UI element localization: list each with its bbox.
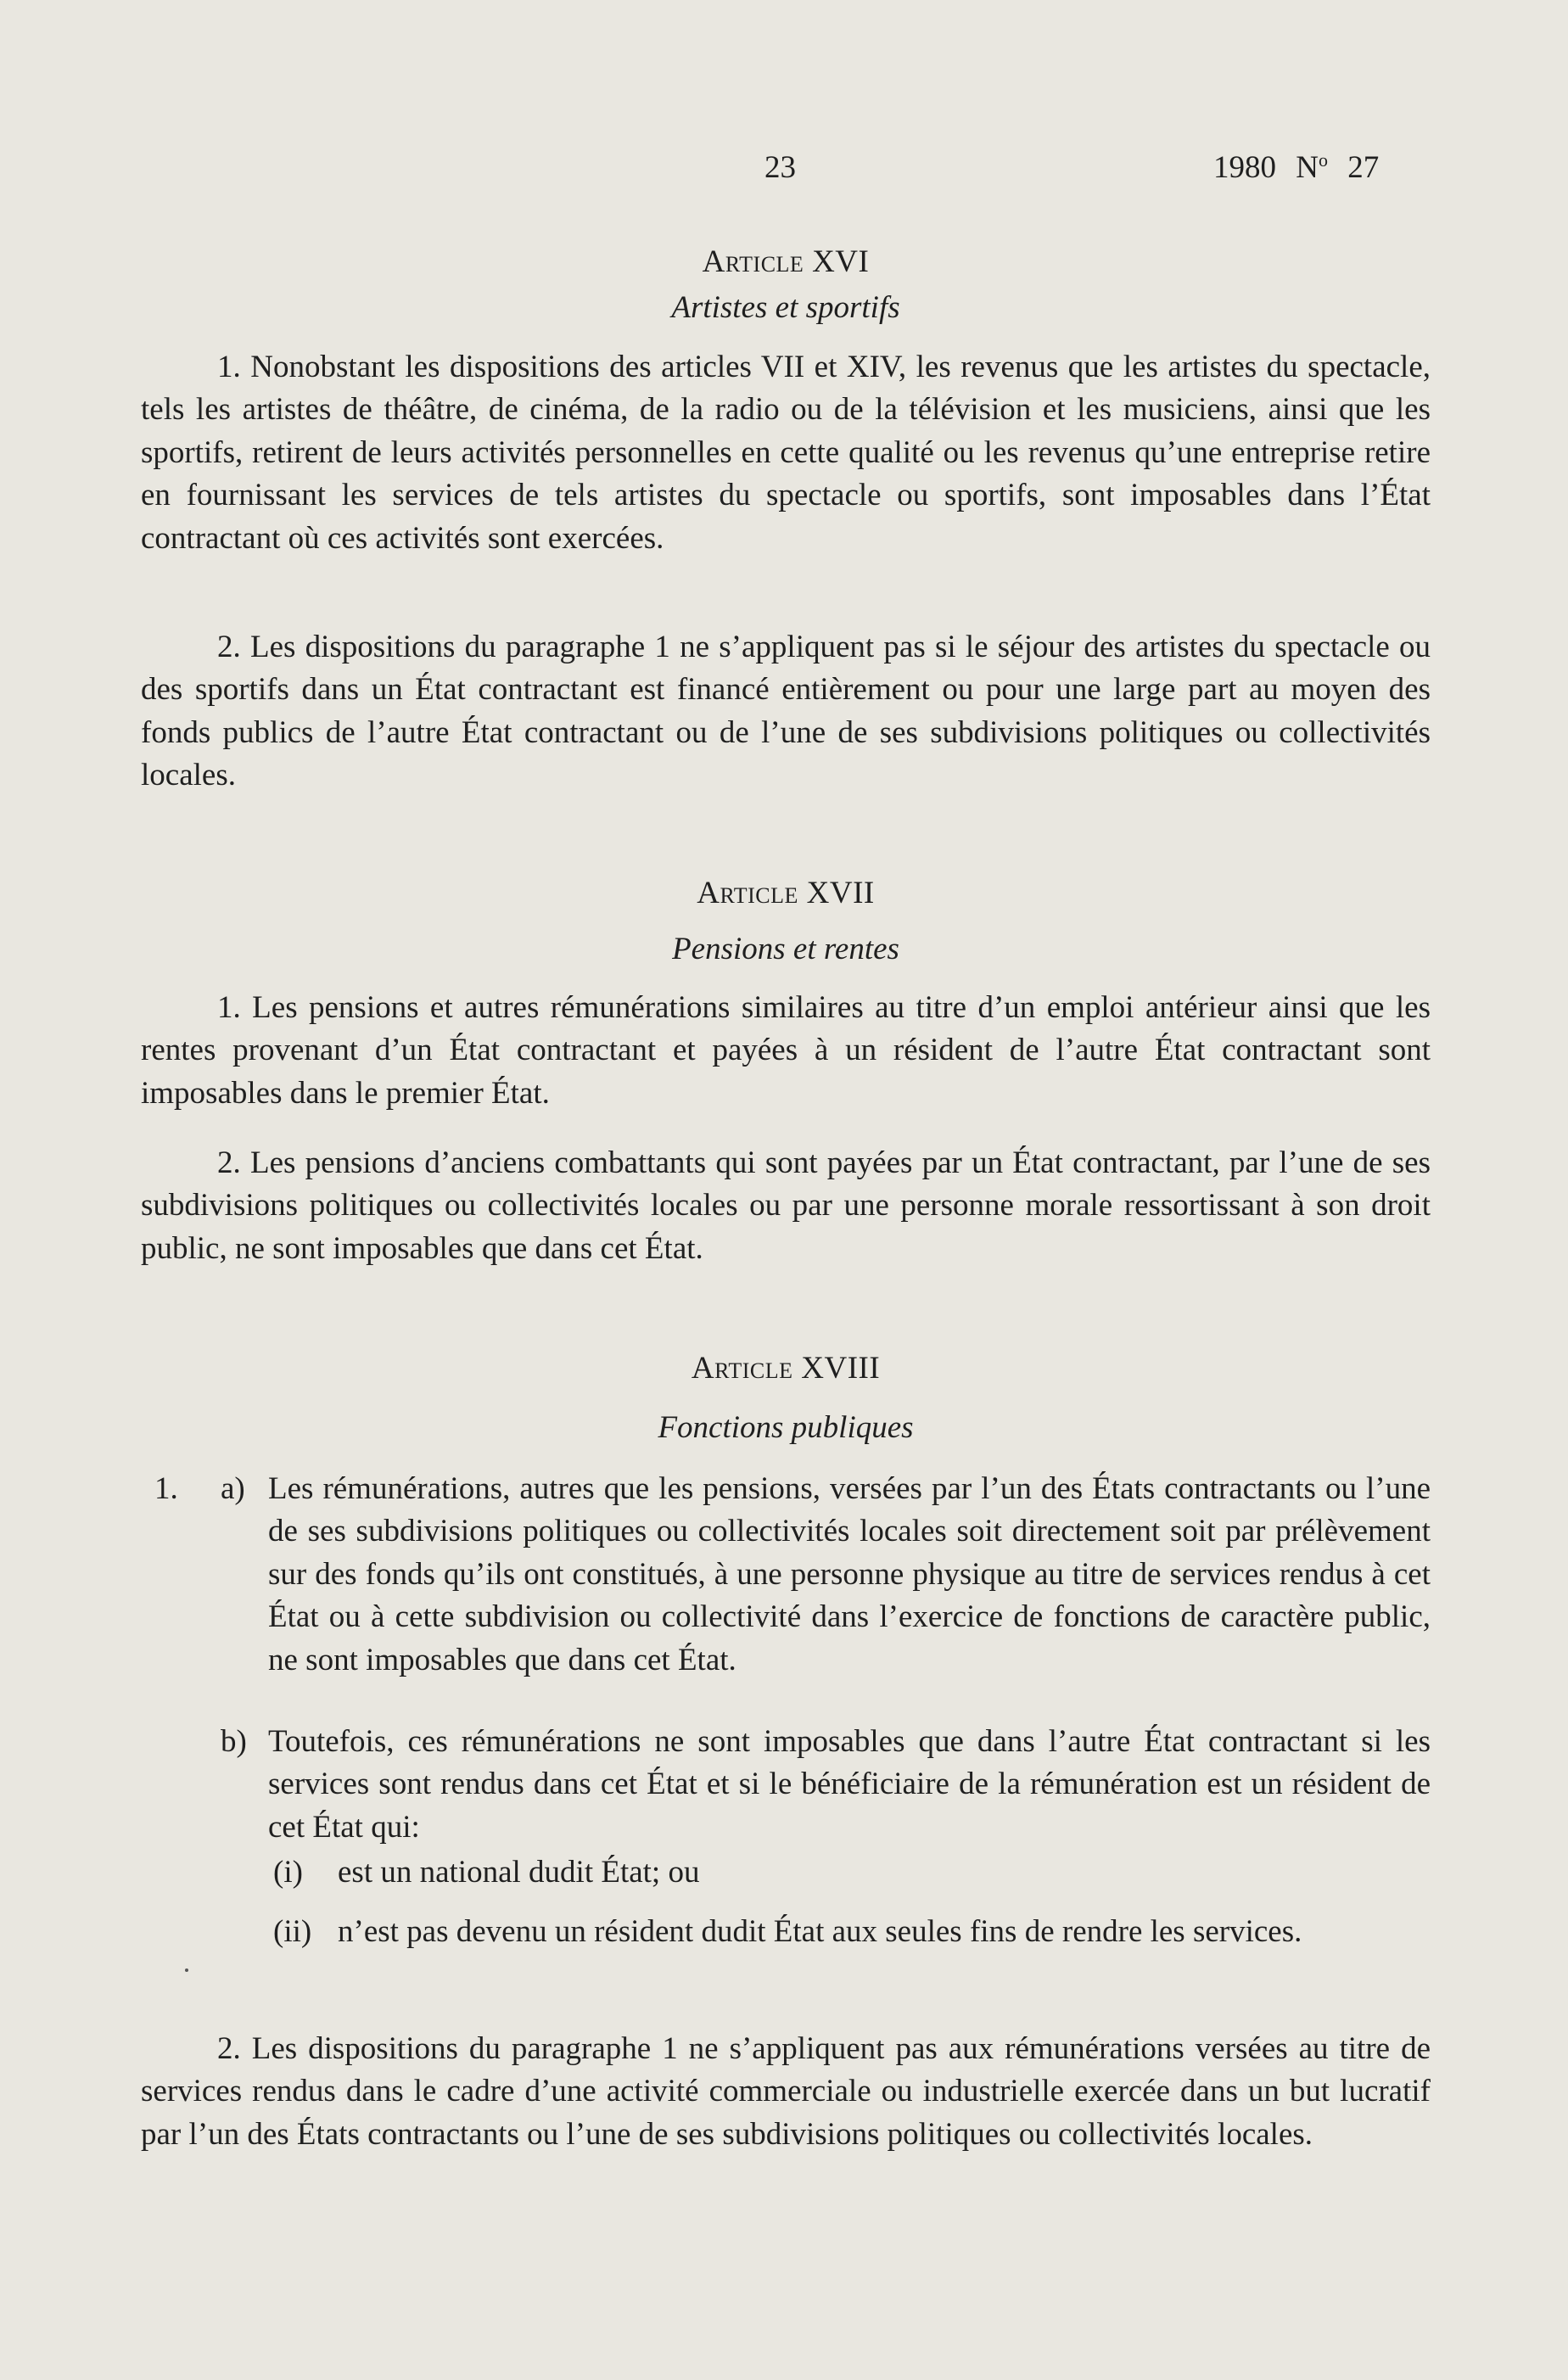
- statute-reference: [1213, 149, 1379, 187]
- article-16-subtitle: Artistes et sportifs: [671, 290, 900, 325]
- statute-year: 1980: [1213, 150, 1276, 185]
- page-number: 23: [764, 150, 796, 185]
- statute-number: 27: [1347, 150, 1380, 185]
- clause-a-text: Les rémunérations, autres que les pensions, versées par l’un des États contractants ou l’une de ses subdivisions politiques ou collectivités locales soit directement soit par prélèvement sur des fonds qu’ils ont constitués, à une personne physique au titre de services rendus à cet État ou à cette subdivision ou collectivité dans l’exercice de fonctions de caractère public, ne sont imposables que dans cet État.: [268, 1471, 1431, 1677]
- article-17-paragraph-2: 2. Les pensions d’anciens combattants qui sont payées par un État contractant, par l’une de ses subdivisions politiques ou collectivités locales ou par une personne morale ressortissant à son droit public, ne sont imposables que dans cet État.: [141, 1145, 1431, 1266]
- article-label: Article: [702, 244, 804, 279]
- scan-speck: [185, 1968, 188, 1972]
- article-17-subtitle: Pensions et rentes: [672, 932, 899, 966]
- article-roman: XVI: [812, 244, 870, 279]
- article-16-title: [141, 243, 1431, 282]
- item-i-text: est un national dudit État; ou: [338, 1855, 700, 1890]
- article-label: Article: [691, 1351, 793, 1386]
- article-16-paragraph-1: 1. Nonobstant les dispositions des articles VII et XIV, les revenus que les artistes du spectacle, tels les artistes de théâtre, de cinéma, de la radio ou de la télévision et les musiciens, ainsi que les sportifs, retirent de leurs activités personnelles en cette qualité ou les revenus qu’une entreprise retire en fournissant les services de tels artistes du spectacle ou sportifs, sont imposables dans l’État contractant où ces activités sont exercées.: [141, 350, 1431, 556]
- article-17-title: [141, 874, 1431, 913]
- item-ii-label: (ii): [273, 1914, 312, 1949]
- article-18-title: [141, 1349, 1431, 1388]
- article-roman: XVIII: [801, 1351, 881, 1386]
- article-label: Article: [697, 876, 798, 910]
- article-18-subtitle: Fonctions publiques: [658, 1410, 914, 1445]
- item-i-label: (i): [273, 1855, 303, 1890]
- article-16-paragraph-2: 2. Les dispositions du paragraphe 1 ne s’appliquent pas si le séjour des artistes du spectacle ou des sportifs dans un État contractant est financé entièrement ou pour une large part au moyen des fonds publics de l’autre État contractant ou de l’une de ses subdivisions politiques ou collectivités locales.: [141, 630, 1431, 793]
- article-18-paragraph-2: 2. Les dispositions du paragraphe 1 ne s’appliquent pas aux rémunérations versées au titre de services rendus dans le cadre d’une activité commerciale ou industrielle exercée dans un but lucratif par l’un des États contractants ou l’une de ses subdivisions politiques ou collectivités locales.: [141, 2031, 1431, 2152]
- statute-number-label: $N^o$: [1296, 149, 1328, 185]
- article-roman: XVII: [806, 876, 875, 910]
- item-ii-text: n’est pas devenu un résident dudit État aux seules fins de rendre les services.: [338, 1914, 1302, 1949]
- clause-a-label: a): [221, 1471, 245, 1506]
- article-17-paragraph-1: 1. Les pensions et autres rémunérations similaires au titre d’un emploi antérieur ainsi que les rentes provenant d’un État contractant et payées à un résident de l’autre État contractant sont imposables dans le premier État.: [141, 990, 1431, 1111]
- clause-b-label: b): [221, 1724, 247, 1759]
- clause-b-text: Toutefois, ces rémunérations ne sont imposables que dans l’autre État contractant si les services sont rendus dans cet État et si le bénéficiaire de la rémunération est un résident de cet État qui:: [268, 1724, 1431, 1845]
- article-18-number-1: 1.: [154, 1471, 178, 1506]
